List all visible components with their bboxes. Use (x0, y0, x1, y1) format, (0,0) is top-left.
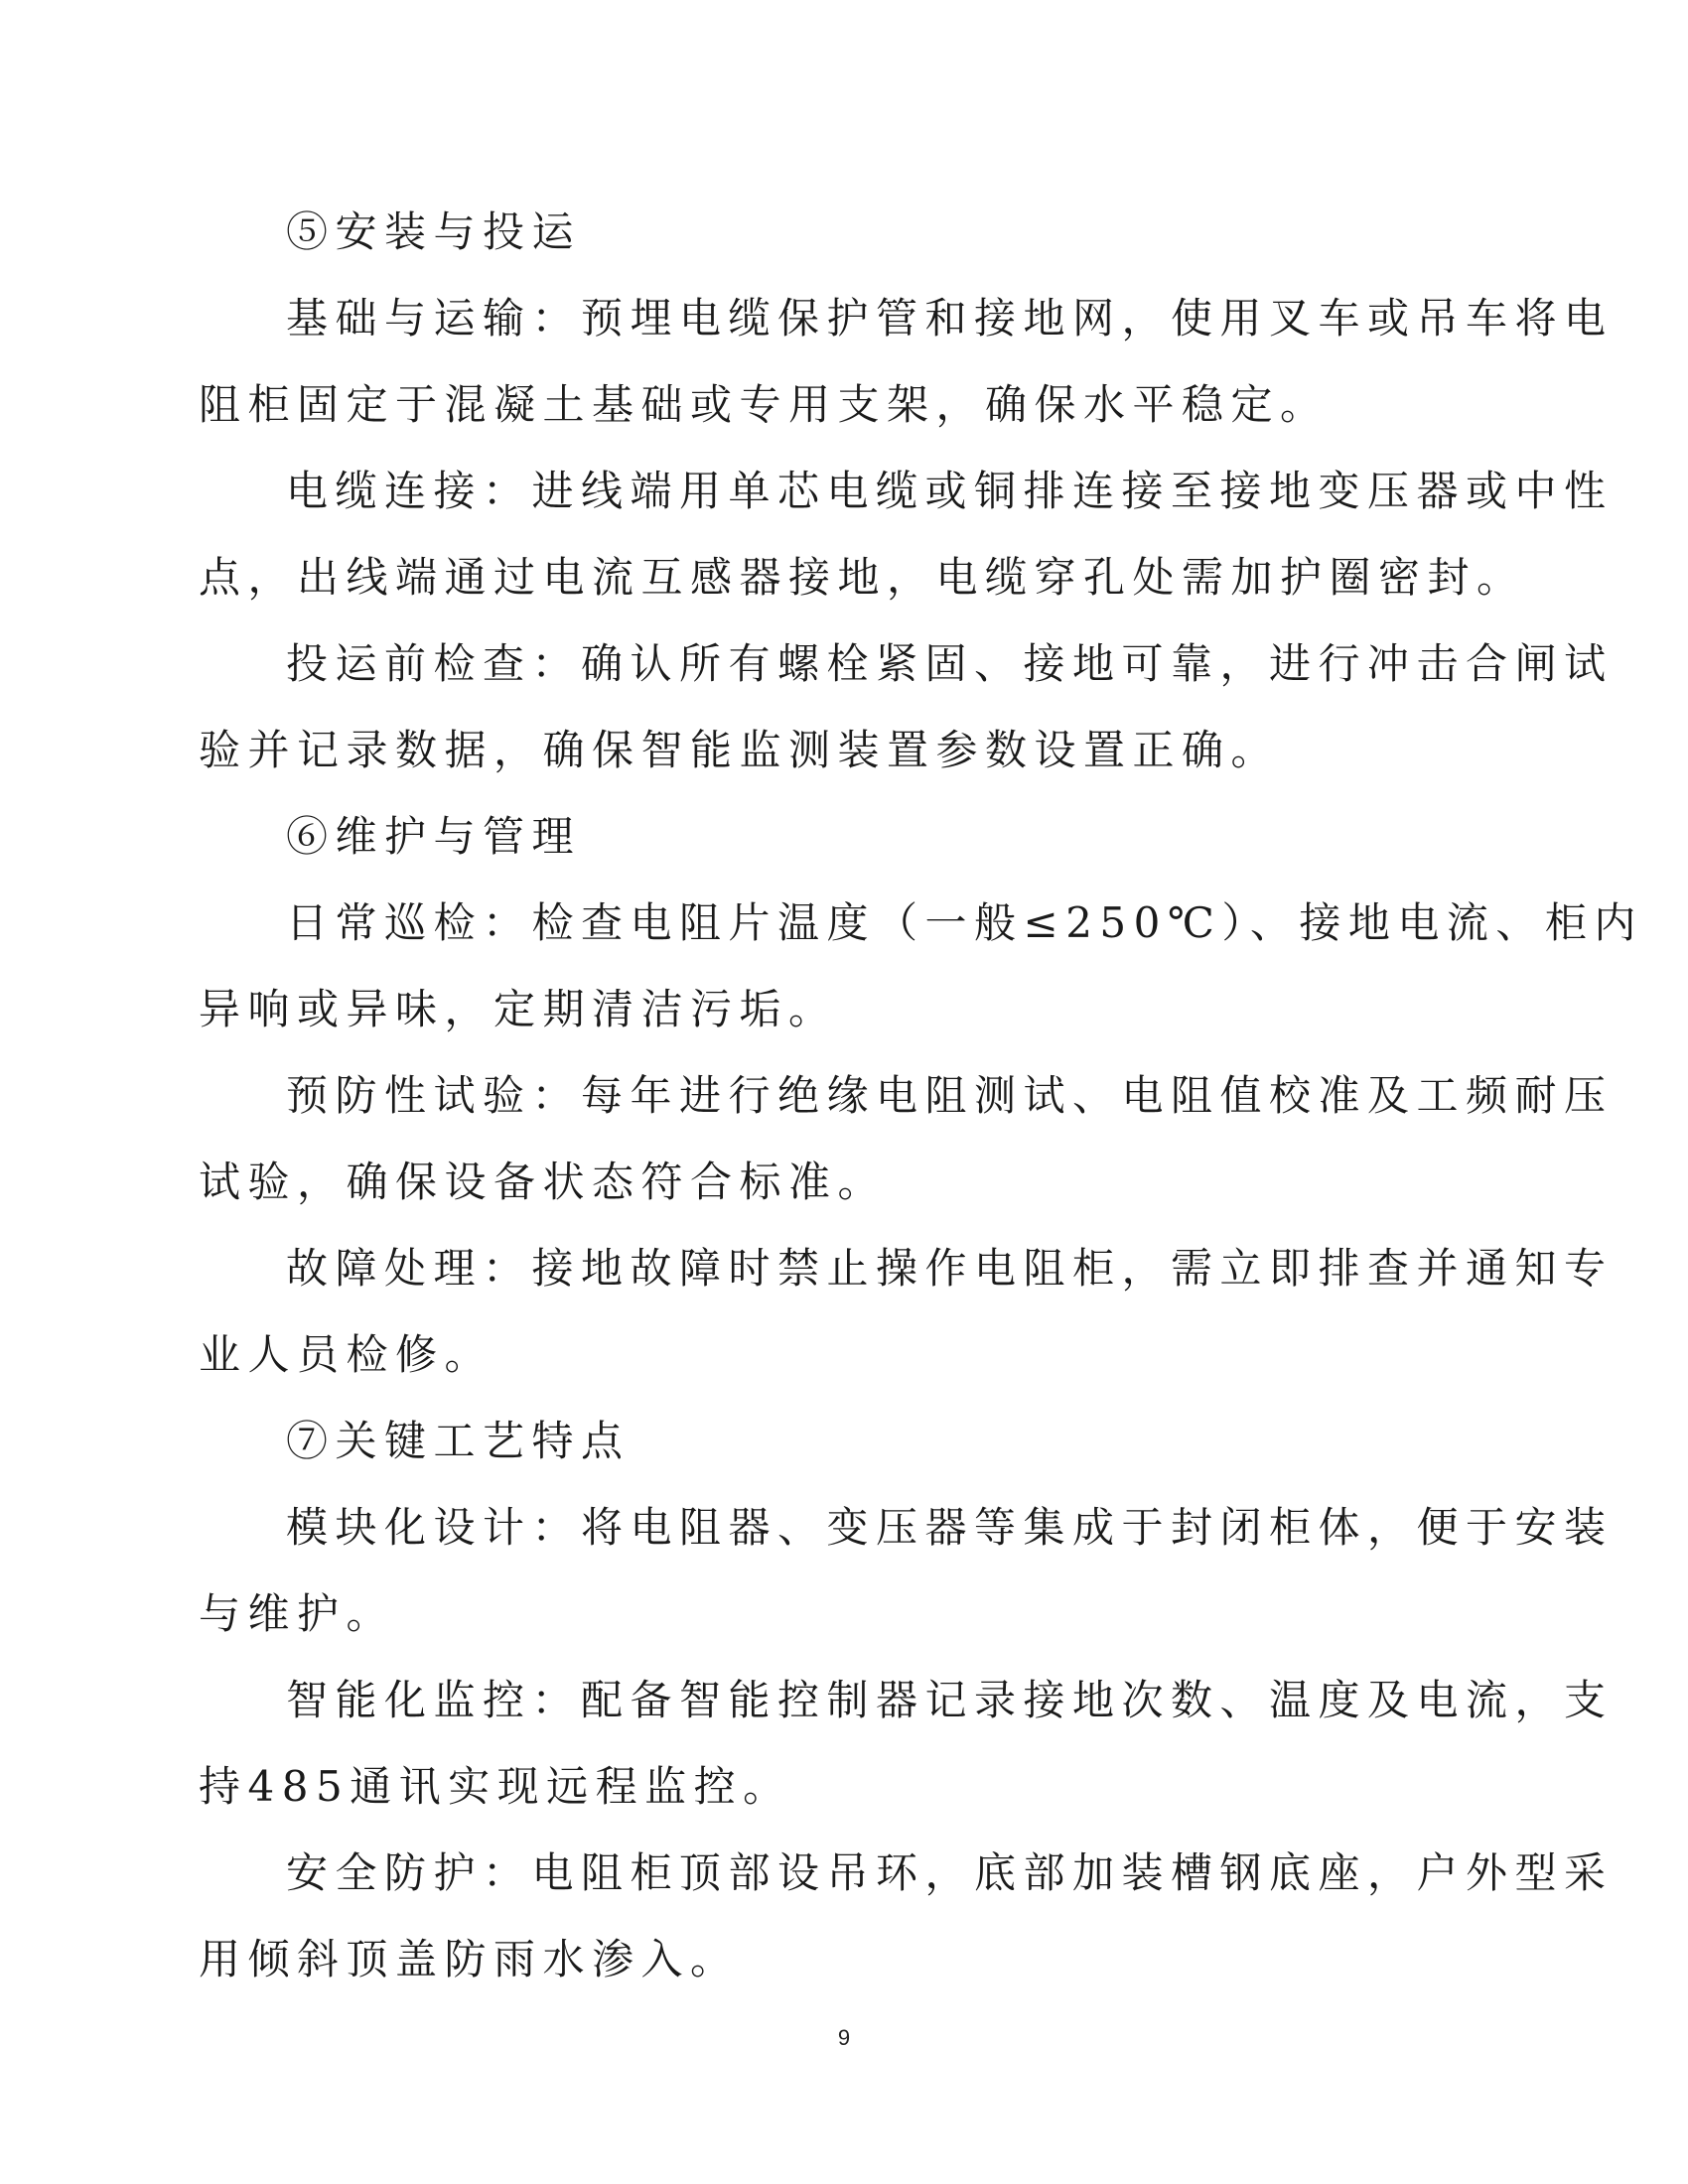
paragraph-line: 业人员检修。 (199, 1330, 494, 1379)
section-heading-maintenance: ⑥维护与管理 (286, 812, 582, 861)
section-heading-key-features: ⑦关键工艺特点 (286, 1417, 631, 1465)
paragraph-line: 阻柜固定于混凝土基础或专用支架，确保水平稳定。 (199, 380, 1330, 429)
paragraph-line: 持485通讯实现远程监控。 (199, 1762, 792, 1811)
paragraph-line: 模块化设计：将电阻器、变压器等集成于封闭柜体，便于安装 (286, 1503, 1614, 1552)
paragraph-line: 用倾斜顶盖防雨水渗入。 (199, 1935, 740, 1983)
paragraph-line: 投运前检查：确认所有螺栓紧固、接地可靠，进行冲击合闸试 (286, 639, 1614, 688)
paragraph-line: 电缆连接：进线端用单芯电缆或铜排连接至接地变压器或中性 (286, 467, 1614, 515)
page-number: 9 (837, 2025, 851, 2050)
paragraph-line: 点，出线端通过电流互感器接地，电缆穿孔处需加护圈密封。 (199, 553, 1526, 602)
paragraph-line: 智能化监控：配备智能控制器记录接地次数、温度及电流，支 (286, 1676, 1614, 1724)
paragraph-line: 异响或异味，定期清洁污垢。 (199, 985, 838, 1033)
paragraph-line: 安全防护：电阻柜顶部设吊环，底部加装槽钢底座，户外型采 (286, 1848, 1614, 1897)
section-heading-installation: ⑤安装与投运 (286, 207, 582, 256)
paragraph-line: 预防性试验：每年进行绝缘电阻测试、电阻值校准及工频耐压 (286, 1071, 1614, 1120)
paragraph-line: 与维护。 (199, 1589, 396, 1638)
paragraph-line: 日常巡检：检查电阻片温度（一般≤250℃）、接地电流、柜内 (286, 898, 1643, 947)
paragraph-line: 验并记录数据，确保智能监测装置参数设置正确。 (199, 726, 1281, 774)
paragraph-line: 试验，确保设备状态符合标准。 (199, 1158, 888, 1206)
paragraph-line: 故障处理：接地故障时禁止操作电阻柜，需立即排查并通知专 (286, 1244, 1614, 1293)
document-body (199, 189, 1643, 2002)
paragraph-line: 基础与运输：预埋电缆保护管和接地网，使用叉车或吊车将电 (286, 294, 1614, 342)
